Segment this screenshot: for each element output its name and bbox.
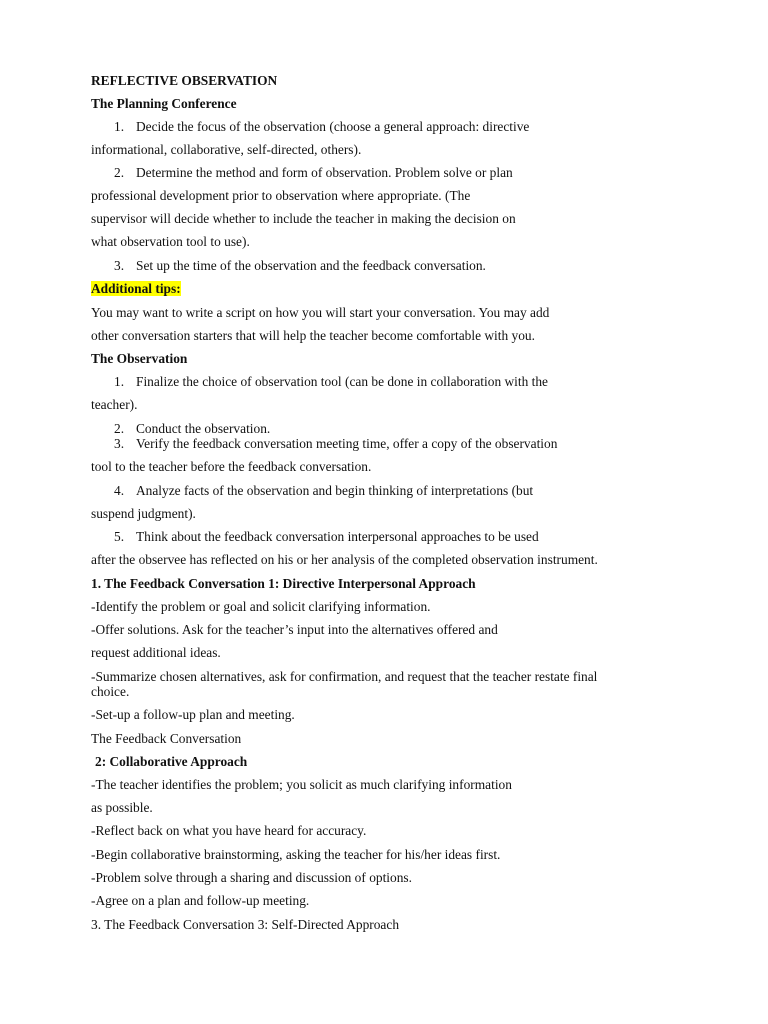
paragraph-line: -Agree on a plan and follow-up meeting.	[91, 893, 310, 908]
paragraph-line: choice.	[91, 684, 130, 699]
paragraph-line: -Problem solve through a sharing and discussion of options.	[91, 870, 412, 885]
list-item-line: Decide the focus of the observation (choose a general approach: directive	[136, 119, 530, 134]
list-number: 1.	[114, 119, 125, 134]
document-title: REFLECTIVE OBSERVATION	[91, 73, 278, 88]
list-item-line: professional development prior to observation where appropriate. (The	[91, 188, 471, 203]
list-item-line: suspend judgment).	[91, 506, 196, 521]
list-item-line: teacher).	[91, 397, 138, 412]
section-pre-heading: The Feedback Conversation	[91, 731, 242, 746]
paragraph-line: -Begin collaborative brainstorming, asking the teacher for his/her ideas first.	[91, 847, 501, 862]
list-number: 3.	[114, 258, 125, 273]
list-item-line: Finalize the choice of observation tool (can be done in collaboration with the	[136, 374, 549, 389]
list-item-line: Set up the time of the observation and the feedback conversation.	[136, 258, 486, 273]
paragraph-line: -Summarize chosen alternatives, ask for confirmation, and request that the teacher restate final	[91, 669, 598, 684]
list-item-line: Analyze facts of the observation and begin thinking of interpretations (but	[136, 483, 534, 498]
list-item-line: Determine the method and form of observation. Problem solve or plan	[136, 165, 513, 180]
list-item-line: Think about the feedback conversation interpersonal approaches to be used	[136, 529, 539, 544]
section-heading-directive: 1. The Feedback Conversation 1: Directive Interpersonal Approach	[91, 576, 476, 591]
section-heading-observation: The Observation	[91, 351, 188, 366]
list-item-line: Conduct the observation.	[136, 421, 271, 436]
list-number: 5.	[114, 529, 125, 544]
list-item-line: tool to the teacher before the feedback conversation.	[91, 459, 372, 474]
tips-line: other conversation starters that will help the teacher become comfortable with you.	[91, 328, 535, 343]
list-item-line: Verify the feedback conversation meeting time, offer a copy of the observation	[136, 436, 558, 451]
paragraph-line: -Offer solutions. Ask for the teacher’s input into the alternatives offered and	[91, 622, 498, 637]
list-number: 2.	[114, 421, 125, 436]
paragraph-line: as possible.	[91, 800, 153, 815]
paragraph-line: request additional ideas.	[91, 645, 221, 660]
section-heading-planning: The Planning Conference	[91, 96, 237, 111]
list-item-line: supervisor will decide whether to include the teacher in making the decision on	[91, 211, 516, 226]
paragraph-line: -Identify the problem or goal and solicit clarifying information.	[91, 599, 431, 614]
paragraph-line: -Reflect back on what you have heard for accuracy.	[91, 823, 367, 838]
tips-line: You may want to write a script on how you will start your conversation. You may add	[91, 305, 550, 320]
list-number: 1.	[114, 374, 125, 389]
list-item-line: what observation tool to use).	[91, 234, 250, 249]
list-item-line: informational, collaborative, self-directed, others).	[91, 142, 362, 157]
section-heading-self-directed: 3. The Feedback Conversation 3: Self-Directed Approach	[91, 917, 400, 932]
paragraph-line: -The teacher identifies the problem; you solicit as much clarifying information	[91, 777, 512, 792]
paragraph-line: -Set-up a follow-up plan and meeting.	[91, 707, 295, 722]
list-item-line: after the observee has reflected on his or her analysis of the completed observation instrument.	[91, 552, 598, 567]
section-heading-collaborative: 2: Collaborative Approach	[95, 754, 248, 769]
list-number: 2.	[114, 165, 125, 180]
list-number: 4.	[114, 483, 125, 498]
tips-heading	[91, 281, 181, 297]
highlighted-text: Additional tips:	[91, 281, 181, 296]
list-number: 3.	[114, 436, 125, 451]
